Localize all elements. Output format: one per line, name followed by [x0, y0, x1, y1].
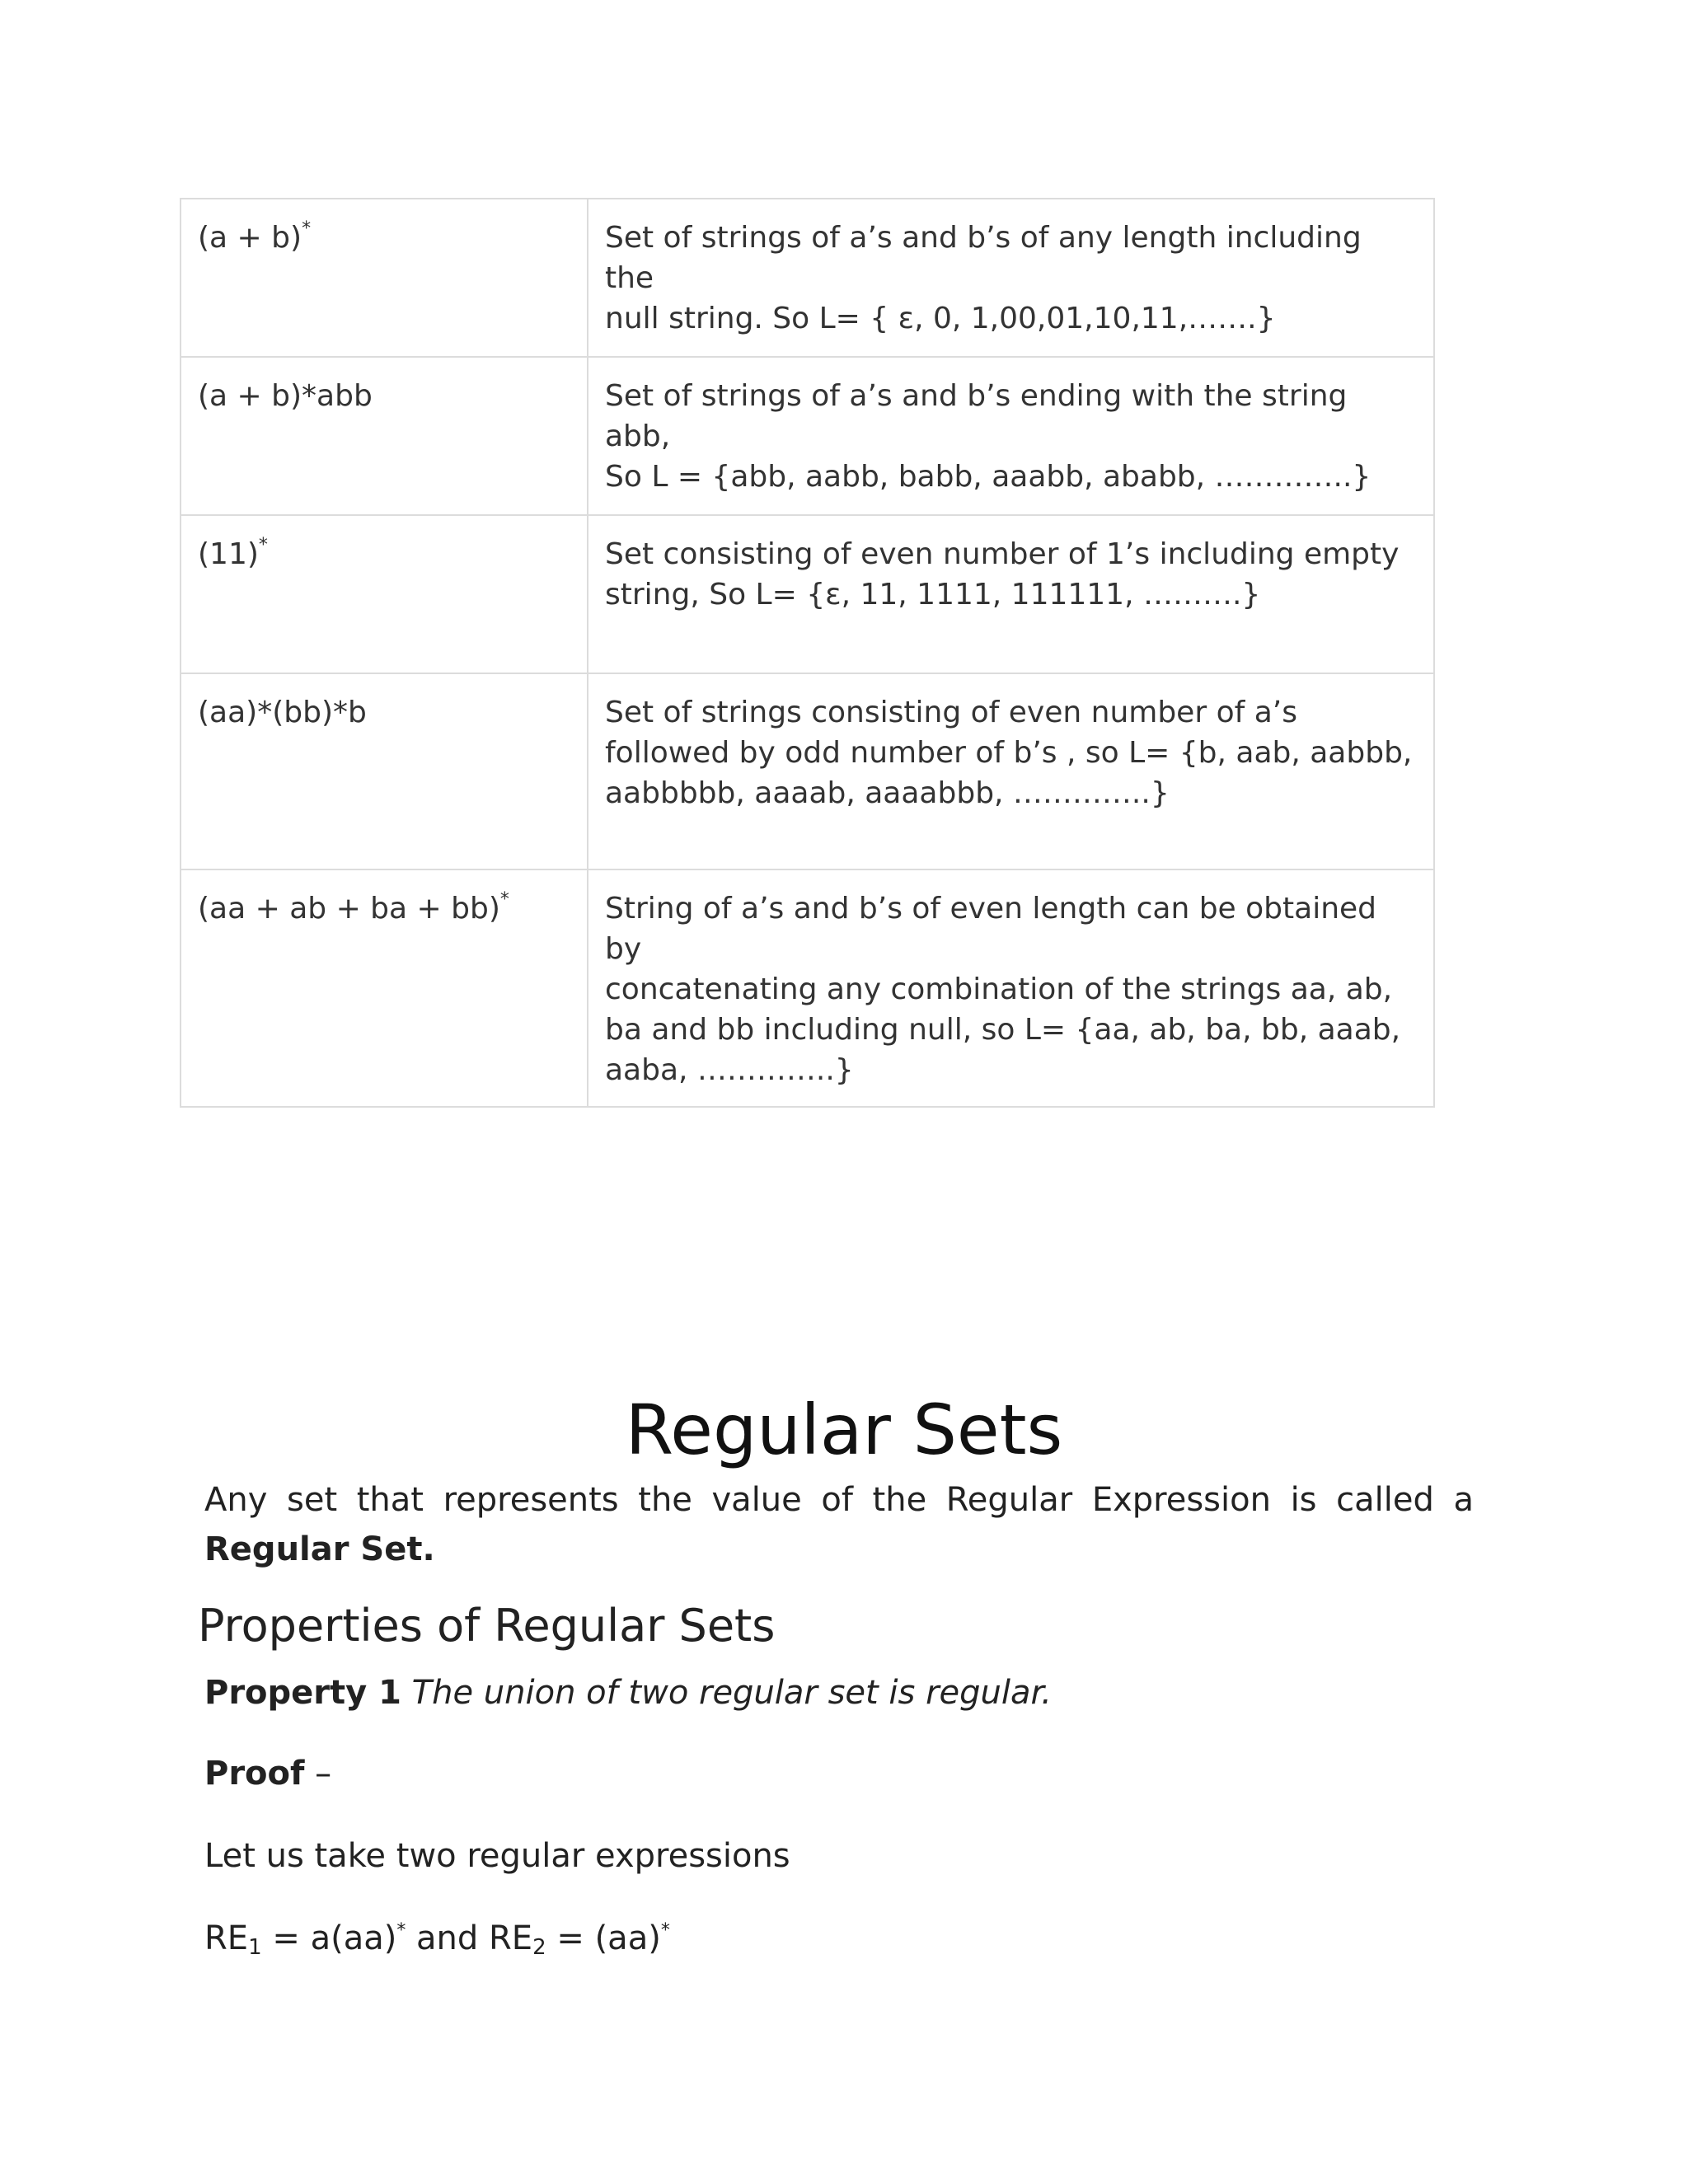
re1-prefix: RE [204, 1919, 249, 1957]
expression-cell [181, 357, 588, 515]
re2-prefix: and RE [406, 1919, 533, 1957]
table-row [181, 869, 1434, 1107]
description-cell [588, 673, 1434, 869]
description-cell [588, 869, 1434, 1107]
subsection-heading: Properties of Regular Sets [198, 1600, 776, 1652]
description-cell [588, 515, 1434, 673]
description-line: aaba, …………..} [605, 1053, 854, 1087]
description-line: Set consisting of even number of 1’s including empty [605, 537, 1400, 571]
kleene-star: * [258, 535, 268, 555]
intro-text: Any set that represents the value of the Regular Expression is called a [204, 1481, 1474, 1519]
description-line: string, So L= {ε, 11, 1111, 111111, ……….} [605, 578, 1261, 612]
re1-value: = a(aa) [261, 1919, 397, 1957]
proof-label-line [204, 1750, 331, 1797]
description-cell [588, 357, 1434, 515]
description-line: followed by odd number of b’s , so L= {b, aab, aabbb, [605, 736, 1413, 770]
re1-star: * [396, 1920, 406, 1941]
description-line: aabbbbb, aaaab, aaaabbb, …………..} [605, 776, 1170, 810]
re1-index: 1 [248, 1935, 262, 1960]
description-line: Set of strings of a’s and b’s of any length including the [605, 221, 1362, 295]
description-line: String of a’s and b’s of even length can be obtained by [605, 892, 1377, 966]
description-line: null string. So L= { ε, 0, 1,00,01,10,11,…….} [605, 302, 1276, 335]
section-heading: Regular Sets [625, 1390, 1063, 1470]
expression-text: (aa + ab + ba + bb) [198, 892, 500, 926]
expression-text: (aa)*(bb)*b [198, 696, 367, 729]
description-cell [588, 199, 1434, 357]
property-statement [204, 1670, 1052, 1716]
kleene-star: * [302, 218, 312, 239]
table-row [181, 199, 1434, 357]
proof-label: Proof [204, 1755, 305, 1793]
table-row [181, 673, 1434, 869]
intro-bold-term: Regular Set. [204, 1530, 435, 1568]
description-line: ba and bb including null, so L= {aa, ab, ba, bb, aaab, [605, 1013, 1401, 1047]
let-paragraph: Let us take two regular expressions [204, 1837, 790, 1875]
re2-value: = (aa) [546, 1919, 661, 1957]
expression-text: (a + b) [198, 221, 302, 255]
expression-cell [181, 673, 588, 869]
property-text: The union of two regular set is regular. [401, 1674, 1053, 1712]
expression-text: (11) [198, 537, 259, 571]
re2-index: 2 [532, 1935, 546, 1960]
table-row [181, 357, 1434, 515]
expression-cell [181, 869, 588, 1107]
property-label: Property 1 [204, 1674, 401, 1712]
expression-cell [181, 515, 588, 673]
proof-dash: – [304, 1755, 332, 1793]
description-line: Set of strings consisting of even number of a’s [605, 696, 1297, 729]
intro-paragraph [204, 1475, 1474, 1574]
kleene-star: * [499, 889, 509, 910]
description-line: Set of strings of a’s and b’s ending with the string abb, [605, 379, 1348, 453]
re2-star: * [660, 1920, 670, 1941]
description-line: So L = {abb, aabb, babb, aaabb, ababb, …………..} [605, 460, 1372, 494]
table-row [181, 515, 1434, 673]
description-line: concatenating any combination of the strings aa, ab, [605, 972, 1393, 1006]
regex-definitions [204, 1915, 670, 1961]
regex-table [180, 198, 1435, 1108]
expression-cell [181, 199, 588, 357]
expression-text: (a + b)*abb [198, 379, 373, 413]
